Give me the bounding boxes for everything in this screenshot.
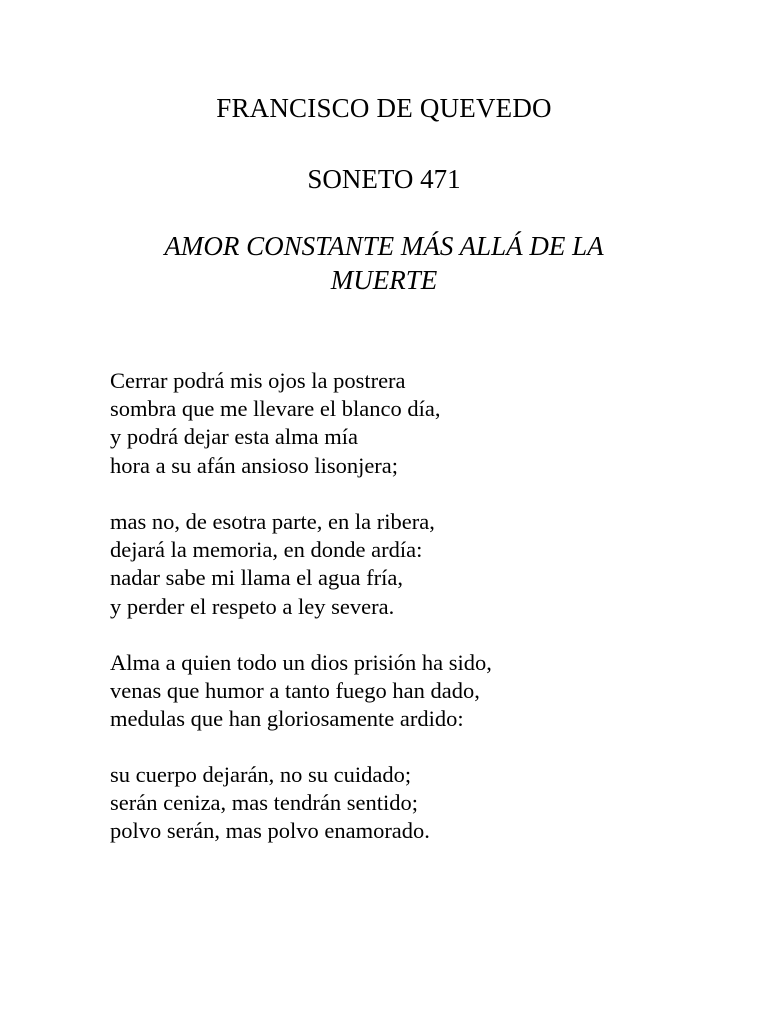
verse-line: dejará la memoria, en donde ardía: — [110, 537, 423, 563]
poem-title-line: MUERTE — [330, 265, 438, 295]
verse-line: sombra que me llevare el blanco día, — [110, 396, 441, 422]
verse-line: medulas que han gloriosamente ardido: — [110, 706, 464, 732]
stanza-3 — [110, 649, 730, 734]
verse-line: venas que humor a tanto fuego han dado, — [110, 678, 480, 704]
verse-line: Cerrar podrá mis ojos la postrera — [110, 368, 406, 393]
verse-line: serán ceniza, mas tendrán sentido; — [110, 790, 419, 816]
stanza-4 — [110, 761, 730, 846]
poem-title — [110, 229, 658, 297]
verse-line: y perder el respeto a ley severa. — [110, 593, 395, 619]
verse-line: nadar sabe mi llama el agua fría, — [110, 565, 403, 591]
stanza-2 — [110, 508, 730, 621]
verse-line: polvo serán, mas polvo enamorado. — [110, 818, 430, 844]
verse-line: su cuerpo dejarán, no su cuidado; — [110, 762, 412, 787]
author-heading: FRANCISCO DE QUEVEDO — [216, 93, 552, 123]
verse-line: y podrá dejar esta alma mía — [110, 424, 359, 450]
poem-title-line: AMOR CONSTANTE MÁS ALLÁ DE LA — [164, 231, 604, 261]
sonnet-number-heading: SONETO 471 — [307, 164, 461, 194]
stanza-1 — [110, 367, 730, 480]
verse-line: mas no, de esotra parte, en la ribera, — [110, 509, 435, 534]
verse-line: Alma a quien todo un dios prisión ha sido, — [110, 650, 492, 675]
verse-line: hora a su afán ansioso lisonjera; — [110, 452, 399, 478]
